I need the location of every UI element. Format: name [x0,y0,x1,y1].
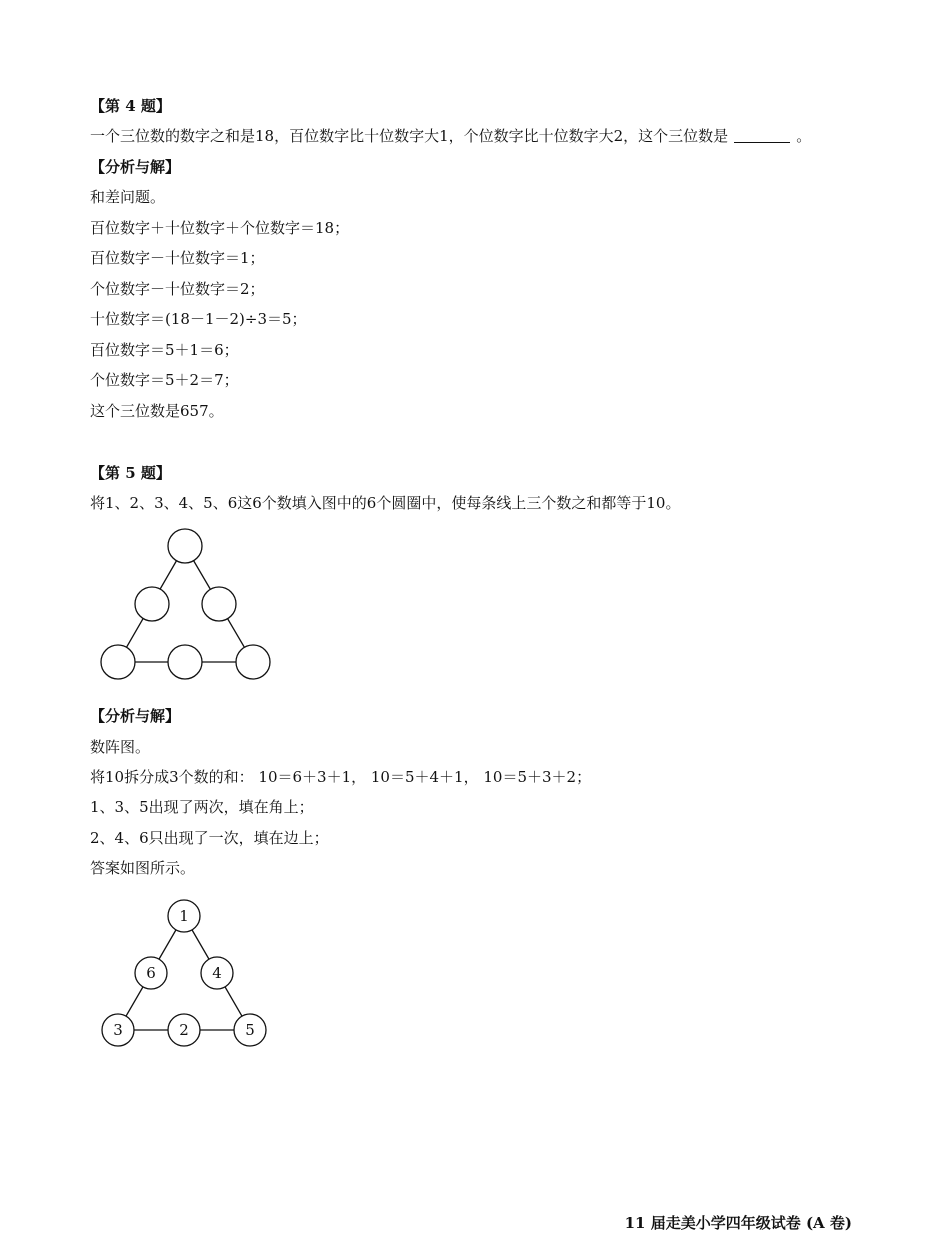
answer-blank [734,128,790,143]
empty-number-triangle-diagram [95,520,285,690]
q4-heading: 【第 4 题】 [90,97,171,115]
q5-heading: 【第 5 题】 [90,464,171,482]
answer-value-bottom-left: 3 [113,1021,123,1039]
answer-number-triangle-diagram [95,890,285,1060]
q4-solution-line: 和差问题。 [90,188,166,206]
q4-solution-line: 十位数字＝(18－1－2)÷3＝5； [90,310,307,328]
answer-value-right-mid: 4 [212,964,222,982]
q4-solution-line: 百位数字－十位数字＝1； [90,249,265,267]
q4-solution-heading: 【分析与解】 [90,158,181,176]
q4-solution-line: 这个三位数是657。 [90,402,224,420]
q4-question-end: 。 [796,127,812,145]
answer-value-bottom-mid: 2 [179,1021,189,1039]
q4-solution-line: 个位数字＝5＋2＝7； [90,371,239,389]
q5-solution-line: 2、4、6只出现了一次，填在边上； [90,829,329,847]
empty-circle-left-mid [135,587,169,621]
q5-solution-heading: 【分析与解】 [90,707,181,725]
page-footer: 11 届走美小学四年级试卷 (A 卷) [624,1214,852,1232]
empty-circle-top [168,529,202,563]
answer-value-bottom-right: 5 [245,1021,255,1039]
q5-solution-line: 答案如图所示。 [90,859,196,877]
empty-circle-bottom-right [236,645,270,679]
q4-question-text: 一个三位数的数字之和是18，百位数字比十位数字大1，个位数字比十位数字大2，这个三位数是 [90,127,729,145]
answer-value-top: 1 [179,907,189,925]
empty-circle-bottom-mid [168,645,202,679]
answer-value-left-mid: 6 [146,964,156,982]
q5-solution-line: 数阵图。 [90,738,151,756]
q5-question: 将1、2、3、4、5、6这6个数填入图中的6个圆圈中，使每条线上三个数之和都等于10。 [90,494,681,512]
q4-question [90,126,811,146]
empty-circle-right-mid [202,587,236,621]
q4-solution-line: 个位数字－十位数字＝2； [90,280,265,298]
q5-solution-line: 1、3、5出现了两次，填在角上； [90,798,314,816]
empty-circle-bottom-left [101,645,135,679]
q4-solution-line: 百位数字＋十位数字＋个位数字＝18； [90,219,350,237]
q5-solution-line: 将10拆分成3个数的和： 10＝6＋3＋1， 10＝5＋4＋1， 10＝5＋3＋2； [90,768,592,786]
q4-solution-line: 百位数字＝5＋1＝6； [90,341,239,359]
